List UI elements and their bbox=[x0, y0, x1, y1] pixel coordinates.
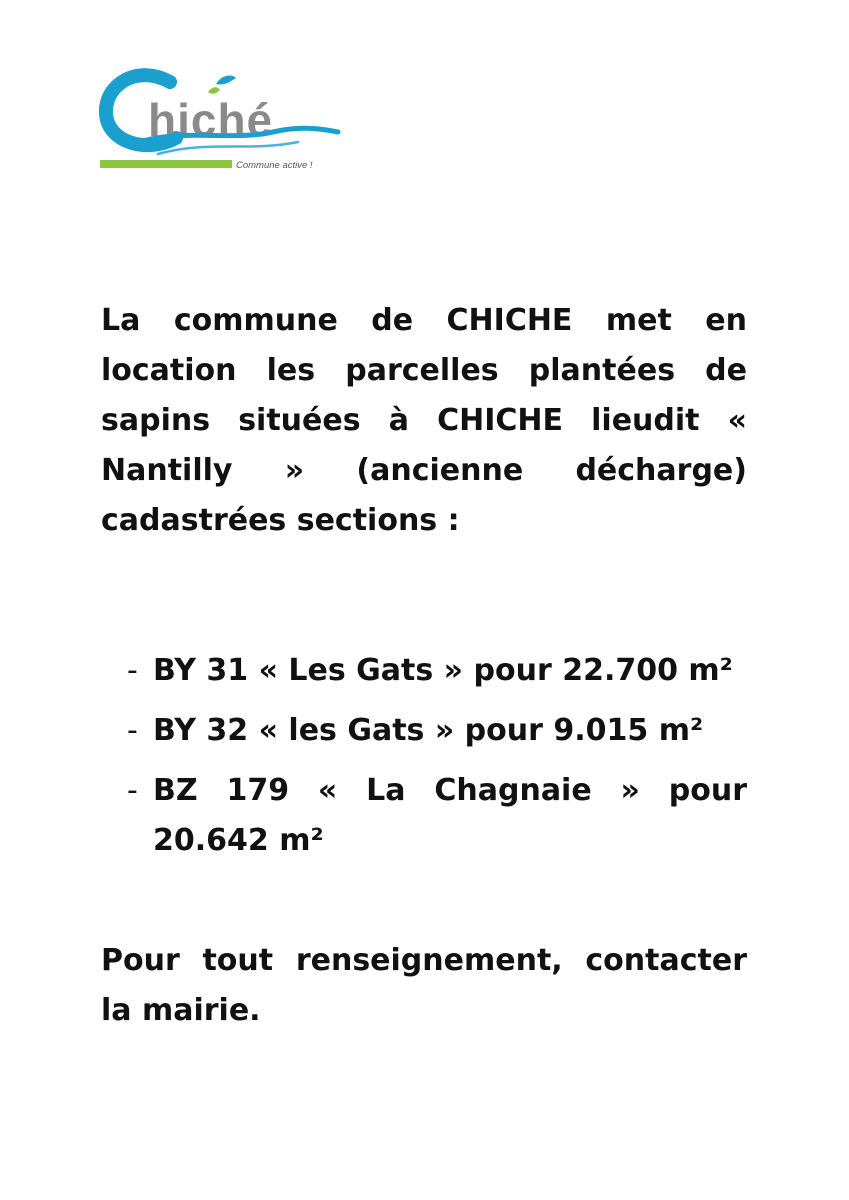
list-item bbox=[101, 766, 747, 866]
list-dash: - bbox=[127, 653, 138, 688]
parcel-text: BZ 179 « La Chagnaie » pour 20.642 m² bbox=[153, 773, 747, 858]
notice-body bbox=[101, 296, 747, 1036]
list-item bbox=[101, 646, 747, 696]
svg-text:hiché: hiché bbox=[148, 94, 274, 146]
chiche-logo bbox=[98, 62, 348, 177]
list-dash: - bbox=[127, 713, 138, 748]
parcel-text: BY 31 « Les Gats » pour 22.700 m² bbox=[153, 653, 733, 688]
list-dash: - bbox=[127, 773, 138, 808]
chiche-logo-graphic bbox=[98, 62, 348, 177]
list-item bbox=[101, 706, 747, 756]
parcel-text: BY 32 « les Gats » pour 9.015 m² bbox=[153, 713, 704, 748]
parcel-list bbox=[101, 646, 747, 866]
intro-paragraph: La commune de CHICHE met en location les parcelles plantées de sapins situées à CHICHE lieudit « Nantilly » (ancienne décharge) cadastrées sections : bbox=[101, 303, 747, 538]
logo-tagline: Commune active ! bbox=[236, 160, 313, 171]
closing-paragraph: Pour tout renseignement, contacter la mairie. bbox=[101, 943, 747, 1028]
